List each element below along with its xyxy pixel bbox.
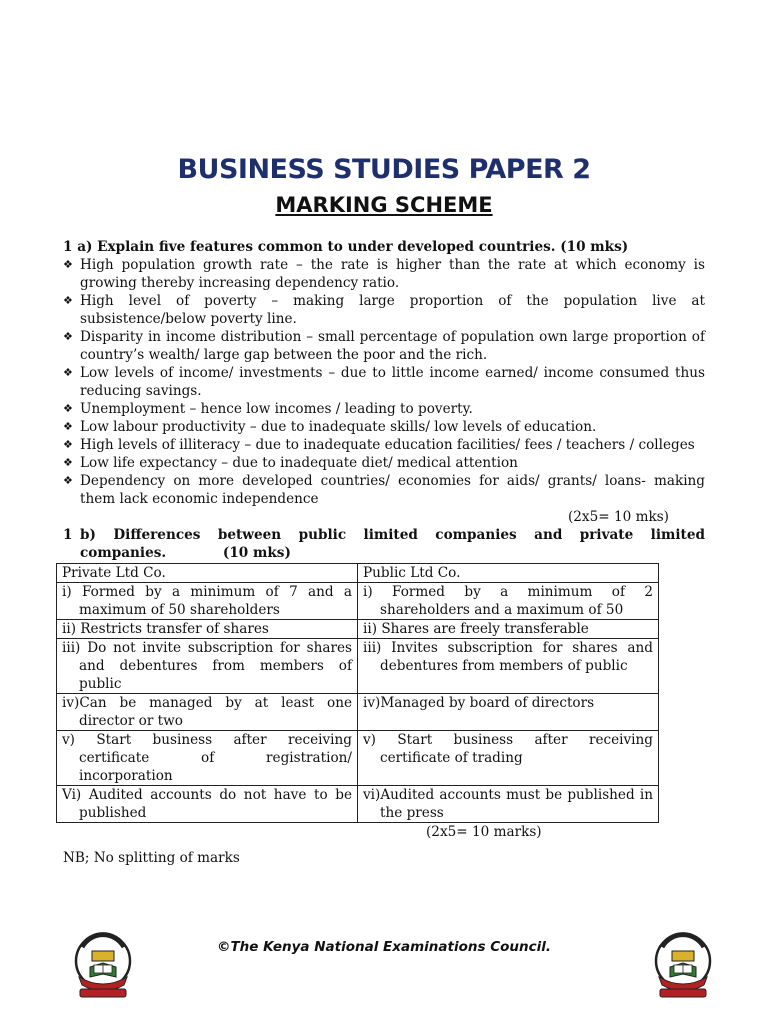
table-cell: ii) Shares are freely transferable <box>358 620 659 639</box>
diamond-bullet-icon: ❖ <box>63 474 73 487</box>
diamond-bullet-icon: ❖ <box>63 456 73 469</box>
diamond-bullet-icon: ❖ <box>63 330 73 343</box>
table-cell: v) Start business after receiving certificate of trading <box>358 731 659 786</box>
page-subtitle: MARKING SCHEME <box>275 193 493 217</box>
marks-1a: (2x5= 10 mks) <box>567 509 669 525</box>
list-item: ❖ Disparity in income distribution – small percentage of population own large proportion of country’s wealth/ large gap between the poor and the rich. <box>63 329 705 363</box>
note: NB; No splitting of marks <box>63 850 240 866</box>
diamond-bullet-icon: ❖ <box>63 438 73 451</box>
table-row <box>57 620 659 639</box>
diamond-bullet-icon: ❖ <box>63 294 73 307</box>
header-private: Private Ltd Co. <box>57 564 358 583</box>
list-item: ❖ Low life expectancy – due to inadequate diet/ medical attention <box>63 455 518 471</box>
list-item: ❖ Low labour productivity – due to inadequate skills/ low levels of education. <box>63 419 597 435</box>
table-cell: iii) Invites subscription for shares and debentures from members of public <box>358 639 659 694</box>
table-cell: Vi) Audited accounts do not have to be published <box>57 786 358 823</box>
question-1b-tail: companies. (10 mks) <box>80 545 291 561</box>
table-cell: i) Formed by a minimum of 2 shareholders and a maximum of 50 <box>358 583 659 620</box>
diamond-bullet-icon: ❖ <box>63 402 73 415</box>
knec-emblem-icon <box>650 925 716 1003</box>
content <box>63 238 705 881</box>
comparison-table <box>56 563 659 823</box>
knec-emblem-icon <box>70 925 136 1003</box>
marks-1b: (2x5= 10 marks) <box>426 824 542 840</box>
table-cell: v) Start business after receiving certificate of registration/ incorporation <box>57 731 358 786</box>
page-title: BUSINESS STUDIES PAPER 2 <box>177 154 591 185</box>
list-item: ❖ Low levels of income/ investments – due to little income earned/ income consumed thus reducing savings. <box>63 365 705 399</box>
table-cell: iv)Managed by board of directors <box>358 694 659 731</box>
copyright-footer: ©The Kenya National Examinations Council. <box>216 939 552 955</box>
table-cell: i) Formed by a minimum of 7 and a maximum of 50 shareholders <box>57 583 358 620</box>
table-cell: iv)Can be managed by at least one director or two <box>57 694 358 731</box>
question-1a: 1 a) Explain five features common to under developed countries. (10 mks) <box>63 239 629 255</box>
list-item: ❖ High levels of illiteracy – due to inadequate education facilities/ fees / teachers / colleges <box>63 437 695 453</box>
table-row <box>57 731 659 786</box>
list-item: ❖ High level of poverty – making large proportion of the population live at subsistence/below poverty line. <box>63 293 705 327</box>
table-row <box>57 694 659 731</box>
table-row <box>57 786 659 823</box>
bullet-list <box>63 256 705 508</box>
table-cell: vi)Audited accounts must be published in the press <box>358 786 659 823</box>
question-1b-head: b) Differences between public limited companies and private limited <box>80 527 705 543</box>
question-number: 1 <box>63 527 73 543</box>
table-header-row <box>57 564 659 583</box>
table-cell: iii) Do not invite subscription for shares and debentures from members of public <box>57 639 358 694</box>
list-item: ❖ Dependency on more developed countries/ economies for aids/ grants/ loans- making them lack economic independence <box>63 473 705 507</box>
list-item: ❖ High population growth rate – the rate is higher than the rate at which economy is growing thereby increasing dependency ratio. <box>63 257 705 291</box>
header-public: Public Ltd Co. <box>358 564 659 583</box>
table-row <box>57 639 659 694</box>
diamond-bullet-icon: ❖ <box>63 366 73 379</box>
table-row <box>57 583 659 620</box>
diamond-bullet-icon: ❖ <box>63 420 73 433</box>
question-1b <box>63 526 705 562</box>
list-item: ❖ Unemployment – hence low incomes / leading to poverty. <box>63 401 473 417</box>
table-cell: ii) Restricts transfer of shares <box>57 620 358 639</box>
diamond-bullet-icon: ❖ <box>63 258 73 271</box>
